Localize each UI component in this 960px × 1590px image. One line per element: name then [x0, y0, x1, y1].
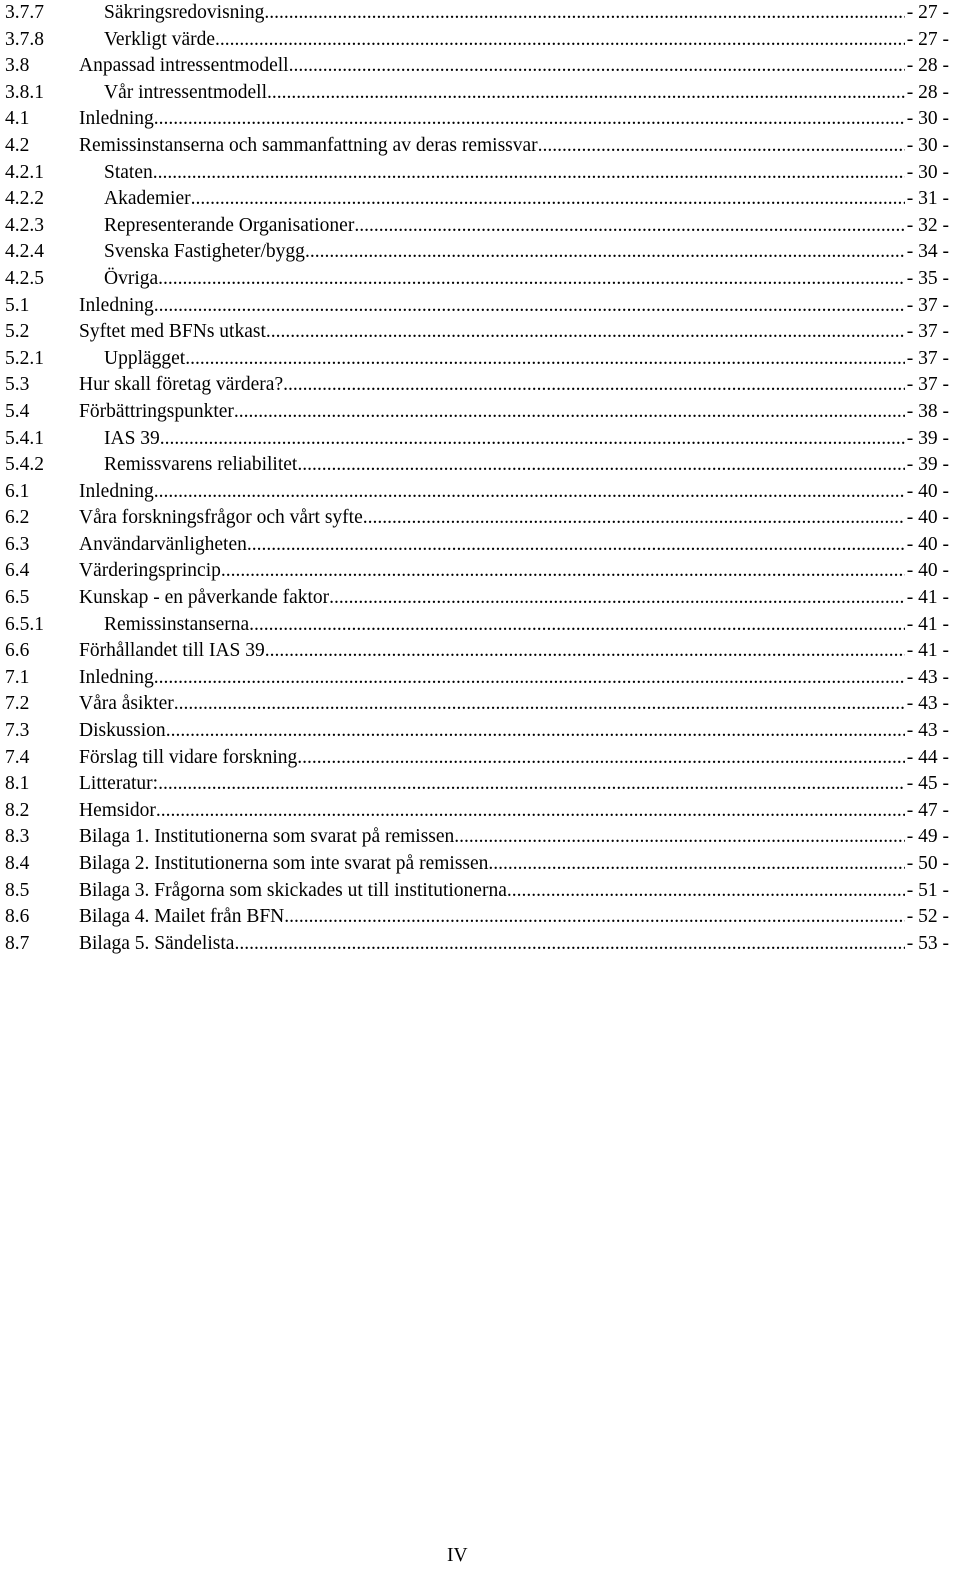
- toc-entry[interactable]: [5, 798, 949, 825]
- toc-entry-title: Representerande Organisationer: [104, 214, 355, 236]
- toc-entry[interactable]: [5, 612, 949, 639]
- toc-entry[interactable]: [5, 27, 949, 54]
- toc-entry-line: [79, 106, 949, 133]
- toc-entry-page: - 51 -: [906, 879, 949, 901]
- toc-entry-page: - 40 -: [906, 507, 949, 529]
- toc-entry[interactable]: [5, 266, 949, 293]
- toc-entry[interactable]: [5, 239, 949, 266]
- toc-dot-leader: [191, 186, 905, 213]
- toc-entry-line: [79, 53, 949, 80]
- toc-entry-title: Förbättringspunkter: [79, 400, 234, 422]
- toc-entry-page: - 37 -: [906, 374, 949, 396]
- toc-entry-page: - 34 -: [906, 241, 949, 263]
- toc-entry-line: [79, 319, 949, 346]
- toc-entry-number: 8.2: [5, 799, 30, 821]
- toc-dot-leader: [454, 824, 904, 851]
- toc-entry-title: Övriga: [104, 267, 159, 289]
- toc-entry-page: - 40 -: [906, 560, 949, 582]
- toc-entry-page: - 41 -: [906, 587, 949, 609]
- toc-entry-line: [79, 372, 949, 399]
- toc-entry[interactable]: [5, 824, 949, 851]
- toc-entry-title: Inledning: [79, 294, 154, 316]
- toc-entry-number: 3.7.8: [5, 28, 44, 50]
- toc-entry-title: Värderingsprincip: [79, 560, 221, 582]
- toc-entry-line: [79, 133, 949, 160]
- toc-entry-number: 8.5: [5, 879, 30, 901]
- toc-entry-title: Säkringsredovisning: [104, 2, 265, 23]
- toc-entry[interactable]: [5, 399, 949, 426]
- toc-entry-page: - 53 -: [906, 932, 949, 954]
- toc-entry-title: Inledning: [79, 480, 154, 502]
- toc-dot-leader: [297, 745, 904, 772]
- toc-entry-line: [104, 426, 949, 453]
- toc-dot-leader: [265, 638, 905, 665]
- toc-entry-page: - 32 -: [906, 214, 949, 236]
- toc-entry-number: 8.7: [5, 932, 30, 954]
- toc-entry[interactable]: [5, 452, 949, 479]
- toc-dot-leader: [247, 532, 905, 559]
- toc-entry-line: [104, 239, 949, 266]
- toc-dot-leader: [283, 372, 905, 399]
- toc-entry-number: 4.2.2: [5, 188, 44, 210]
- toc-entry-line: [79, 399, 949, 426]
- toc-entry-title: Förslag till vidare forskning: [79, 746, 298, 768]
- toc-dot-leader: [154, 106, 905, 133]
- toc-entry-line: [79, 798, 949, 825]
- toc-entry-line: [79, 718, 949, 745]
- toc-dot-leader: [284, 904, 904, 931]
- toc-entry-number: 4.2.1: [5, 161, 44, 183]
- toc-dot-leader: [249, 612, 905, 639]
- toc-dot-leader: [185, 346, 905, 373]
- toc-entry-title: Bilaga 3. Frågorna som skickades ut till institutionerna: [79, 879, 507, 901]
- toc-dot-leader: [154, 665, 905, 692]
- toc-entry-title: Inledning: [79, 666, 154, 688]
- toc-entry-line: [79, 878, 949, 905]
- toc-entry-number: 3.8: [5, 55, 30, 77]
- toc-entry-number: 4.2.5: [5, 267, 44, 289]
- toc-entry-page: - 41 -: [906, 613, 949, 635]
- toc-entry[interactable]: [5, 771, 949, 798]
- toc-entry-number: 6.3: [5, 533, 30, 555]
- toc-dot-leader: [160, 426, 905, 453]
- toc-entry[interactable]: [5, 319, 949, 346]
- toc-entry[interactable]: [5, 638, 949, 665]
- toc-dot-leader: [158, 771, 905, 798]
- toc-entry-line: [79, 665, 949, 692]
- toc-entry-line: [79, 293, 949, 320]
- toc-entry[interactable]: [5, 426, 949, 453]
- toc-dot-leader: [156, 798, 905, 825]
- toc-entry-title: Kunskap - en påverkande faktor: [79, 587, 330, 609]
- toc-entry-title: Hur skall företag värdera?: [79, 374, 284, 396]
- toc-entry-line: [104, 0, 949, 27]
- toc-entry-line: [104, 213, 949, 240]
- toc-entry-line: [79, 532, 949, 559]
- toc-entry-number: 5.4: [5, 400, 30, 422]
- toc-entry-page: - 39 -: [906, 454, 949, 476]
- toc-dot-leader: [266, 319, 905, 346]
- page-number: IV: [447, 1545, 468, 1566]
- toc-entry-number: 6.5.1: [5, 613, 44, 635]
- toc-entry-number: 4.2: [5, 134, 30, 156]
- toc-entry[interactable]: [5, 931, 949, 958]
- toc-dot-leader: [154, 293, 905, 320]
- toc-entry[interactable]: [5, 691, 949, 718]
- toc-entry-page: - 37 -: [906, 321, 949, 343]
- toc-entry-title: Verkligt värde: [104, 28, 216, 50]
- toc-dot-leader: [153, 160, 905, 187]
- toc-dot-leader: [354, 213, 904, 240]
- toc-entry-number: 5.4.1: [5, 427, 44, 449]
- toc-entry[interactable]: [5, 851, 949, 878]
- toc-entry[interactable]: [5, 160, 949, 187]
- toc-entry-line: [104, 612, 949, 639]
- toc-entry-number: 8.3: [5, 826, 30, 848]
- toc-entry-line: [79, 691, 949, 718]
- toc-entry[interactable]: [5, 0, 949, 27]
- toc-entry-title: Hemsidor: [79, 799, 156, 821]
- toc-entry-line: [104, 27, 949, 54]
- toc-entry-line: [79, 505, 949, 532]
- toc-entry-number: 6.6: [5, 640, 30, 662]
- toc-entry-line: [104, 80, 949, 107]
- toc-dot-leader: [221, 558, 905, 585]
- toc-dot-leader: [538, 133, 905, 160]
- toc-entry-page: - 43 -: [906, 720, 949, 742]
- toc-entry-line: [79, 824, 949, 851]
- toc-dot-leader: [305, 239, 905, 266]
- toc-entry-title: Diskussion: [79, 720, 166, 742]
- toc-entry-line: [104, 160, 949, 187]
- toc-entry-number: 5.2: [5, 321, 30, 343]
- toc-entry-number: 5.4.2: [5, 454, 44, 476]
- toc-entry[interactable]: [5, 505, 949, 532]
- toc-entry-title: Bilaga 5. Sändelista: [79, 932, 235, 954]
- toc-entry-title: Bilaga 4. Mailet från BFN: [79, 906, 285, 928]
- toc-entry-number: 8.1: [5, 773, 30, 795]
- toc-entry-number: 6.4: [5, 560, 30, 582]
- toc-entry[interactable]: [5, 80, 949, 107]
- toc-entry-page: - 41 -: [906, 640, 949, 662]
- toc-entry-line: [79, 585, 949, 612]
- toc-entry[interactable]: [5, 106, 949, 133]
- toc-entry-page: - 27 -: [906, 28, 949, 50]
- toc-entry-title: Bilaga 2. Institutionerna som inte svarat på remissen: [79, 853, 489, 874]
- toc-dot-leader: [329, 585, 905, 612]
- toc-entry-title: Akademier: [104, 188, 191, 210]
- toc-entry-title: Remissinstanserna och sammanfattning av deras remissvar: [79, 134, 538, 156]
- toc-entry-number: 6.1: [5, 480, 30, 502]
- toc-entry-title: Staten: [104, 161, 153, 183]
- toc-entry-page: - 47 -: [906, 799, 949, 821]
- toc-entry-line: [79, 479, 949, 506]
- toc-entry-number: 3.8.1: [5, 81, 44, 103]
- toc-dot-leader: [215, 27, 905, 54]
- toc-entry-title: Våra åsikter: [79, 693, 174, 715]
- toc-entry-number: 4.2.3: [5, 214, 44, 236]
- toc-entry-page: - 40 -: [906, 480, 949, 502]
- toc-entry-line: [79, 904, 949, 931]
- toc-entry-page: - 30 -: [906, 108, 949, 130]
- toc-entry-line: [104, 346, 949, 373]
- toc-entry-page: - 39 -: [906, 427, 949, 449]
- toc-entry[interactable]: [5, 213, 949, 240]
- toc-dot-leader: [234, 931, 904, 958]
- toc-entry-page: - 30 -: [906, 161, 949, 183]
- toc-entry-title: Litteratur:: [79, 773, 159, 795]
- toc-entry-page: - 38 -: [906, 400, 949, 422]
- toc-entry-title: IAS 39: [104, 427, 160, 449]
- toc-entry[interactable]: [5, 745, 949, 772]
- toc-entry-number: 6.5: [5, 587, 30, 609]
- toc-entry-title: Inledning: [79, 108, 154, 130]
- toc-entry-page: - 43 -: [906, 666, 949, 688]
- toc-entry-page: - 40 -: [906, 533, 949, 555]
- toc-entry-line: [79, 931, 949, 958]
- toc-dot-leader: [267, 80, 905, 107]
- toc-entry-number: 4.1: [5, 108, 30, 130]
- toc-entry-page: - 37 -: [906, 347, 949, 369]
- toc-entry-page: - 31 -: [906, 188, 949, 210]
- toc-entry-page: - 30 -: [906, 134, 949, 156]
- toc-entry-number: 7.4: [5, 746, 30, 768]
- toc-dot-leader: [234, 399, 905, 426]
- toc-dot-leader: [289, 53, 905, 80]
- toc-entry-page: - 44 -: [906, 746, 949, 768]
- toc-entry[interactable]: [5, 532, 949, 559]
- toc-entry-number: 4.2.4: [5, 241, 44, 263]
- toc-entry-title: Bilaga 1. Institutionerna som svarat på remissen: [79, 826, 455, 848]
- toc-entry-title: Anpassad intressentmodell: [79, 55, 289, 77]
- toc-dot-leader: [166, 718, 905, 745]
- toc-entry-title: Syftet med BFNs utkast: [79, 321, 266, 343]
- toc-entry-page: - 43 -: [906, 693, 949, 715]
- toc-entry-line: [79, 851, 949, 878]
- toc-entry-title: Upplägget: [104, 347, 186, 369]
- toc-entry-title: Remissvarens reliabilitet: [104, 454, 298, 476]
- toc-entry-number: 5.1: [5, 294, 30, 316]
- toc-entry[interactable]: [5, 558, 949, 585]
- toc-entry-line: [104, 266, 949, 293]
- toc-entry-line: [79, 745, 949, 772]
- toc-entry-number: 7.3: [5, 720, 30, 742]
- toc-entry[interactable]: [5, 904, 949, 931]
- toc-entry-page: - 35 -: [906, 267, 949, 289]
- toc-dot-leader: [297, 452, 904, 479]
- toc-entry-number: 5.3: [5, 374, 30, 396]
- toc-entry-page: - 37 -: [906, 294, 949, 316]
- toc-entry[interactable]: [5, 479, 949, 506]
- toc-entry-number: 5.2.1: [5, 347, 44, 369]
- toc-entry-page: - 45 -: [906, 773, 949, 795]
- toc-entry[interactable]: [5, 346, 949, 373]
- toc-dot-leader: [158, 266, 905, 293]
- table-of-contents: [5, 0, 949, 957]
- toc-entry-line: [79, 558, 949, 585]
- toc-entry-title: Användarvänligheten: [79, 533, 247, 555]
- toc-dot-leader: [507, 878, 905, 905]
- toc-dot-leader: [174, 691, 905, 718]
- toc-entry-number: 8.6: [5, 906, 30, 928]
- toc-entry[interactable]: [5, 372, 949, 399]
- toc-entry[interactable]: [5, 293, 949, 320]
- toc-entry-number: 6.2: [5, 507, 30, 529]
- toc-entry-line: [79, 638, 949, 665]
- toc-entry-page: - 50 -: [906, 853, 949, 874]
- toc-dot-leader: [363, 505, 905, 532]
- toc-entry-title: Förhållandet till IAS 39: [79, 640, 265, 662]
- toc-entry-page: - 28 -: [906, 55, 949, 77]
- toc-entry-page: - 27 -: [906, 2, 949, 23]
- toc-entry-number: 7.2: [5, 693, 30, 715]
- toc-entry-number: 8.4: [5, 853, 30, 874]
- toc-entry-line: [79, 771, 949, 798]
- toc-dot-leader: [154, 479, 905, 506]
- toc-dot-leader: [264, 0, 904, 27]
- toc-entry-number: 3.7.7: [5, 2, 44, 23]
- toc-entry-page: - 52 -: [906, 906, 949, 928]
- toc-entry[interactable]: [5, 585, 949, 612]
- toc-entry-page: - 28 -: [906, 81, 949, 103]
- toc-entry[interactable]: [5, 133, 949, 160]
- toc-entry-line: [104, 452, 949, 479]
- toc-entry-title: Svenska Fastigheter/bygg: [104, 241, 305, 263]
- toc-entry-title: Remissinstanserna: [104, 613, 250, 635]
- toc-entry-number: 7.1: [5, 666, 30, 688]
- toc-entry[interactable]: [5, 53, 949, 80]
- toc-entry-title: Våra forskningsfrågor och vårt syfte: [79, 507, 363, 529]
- toc-entry[interactable]: [5, 186, 949, 213]
- toc-entry-page: - 49 -: [906, 826, 949, 848]
- toc-entry[interactable]: [5, 718, 949, 745]
- toc-entry[interactable]: [5, 665, 949, 692]
- toc-entry-title: Vår intressentmodell: [104, 81, 267, 103]
- toc-entry[interactable]: [5, 878, 949, 905]
- toc-entry-line: [104, 186, 949, 213]
- toc-dot-leader: [488, 851, 904, 878]
